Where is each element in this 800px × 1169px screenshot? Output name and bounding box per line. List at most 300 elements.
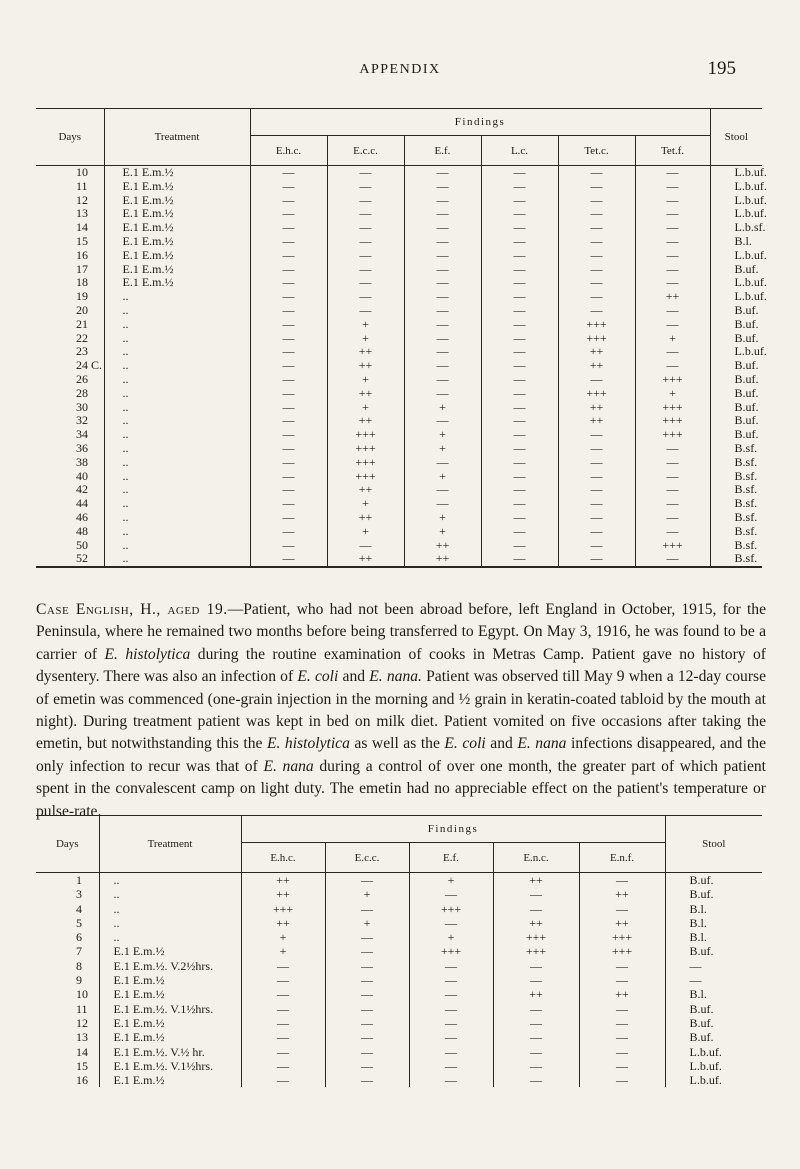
- day-cell: 15: [76, 233, 88, 248]
- day-cell: 9: [76, 973, 82, 988]
- finding-cell: +: [327, 318, 404, 332]
- page-header: [0, 58, 800, 88]
- finding-cell: —: [481, 249, 558, 263]
- finding-cell: —: [409, 1045, 493, 1059]
- treatment-cell: E.1 E.m.½: [99, 1016, 241, 1030]
- finding-cell: —: [635, 552, 710, 567]
- finding-cell: —: [325, 1073, 409, 1087]
- day-cell: 11: [76, 178, 88, 193]
- finding-cell: —: [327, 276, 404, 290]
- finding-cell: +++: [635, 428, 710, 442]
- day-cell: 14: [76, 1044, 88, 1059]
- finding-cell: —: [325, 1002, 409, 1016]
- stool-cell: B.uf.: [665, 873, 762, 888]
- stool-cell: B.uf.: [665, 1002, 762, 1016]
- finding-cell: —: [404, 318, 481, 332]
- treatment-cell: ..: [104, 470, 250, 484]
- finding-cell: —: [250, 525, 327, 539]
- finding-cell: ++: [327, 387, 404, 401]
- finding-cell: —: [481, 359, 558, 373]
- finding-cell: —: [250, 456, 327, 470]
- finding-cell: ++: [241, 916, 325, 930]
- sub-header: E.c.c.: [325, 843, 409, 873]
- day-cell: 10: [76, 165, 88, 179]
- finding-cell: —: [579, 1002, 665, 1016]
- finding-cell: —: [558, 221, 635, 235]
- finding-cell: —: [404, 263, 481, 277]
- sub-header: E.n.c.: [493, 843, 579, 873]
- findings-table-1: [36, 108, 767, 568]
- treatment-cell: E.1 E.m.½: [104, 221, 250, 235]
- case-heading: Case English, H., aged 19.: [36, 601, 228, 618]
- finding-cell: —: [558, 194, 635, 208]
- treatment-cell: ..: [104, 483, 250, 497]
- finding-cell: +++: [241, 902, 325, 916]
- stool-cell: B.uf.: [710, 428, 762, 442]
- finding-cell: —: [241, 1073, 325, 1087]
- finding-cell: —: [481, 483, 558, 497]
- table-row: [36, 180, 762, 194]
- finding-cell: +: [327, 401, 404, 415]
- finding-cell: —: [635, 345, 710, 359]
- finding-cell: —: [250, 290, 327, 304]
- finding-cell: ++: [558, 401, 635, 415]
- day-cell: 32: [76, 413, 88, 428]
- day-cell: 16: [76, 1073, 88, 1088]
- stool-cell: L.b.uf.: [710, 207, 762, 221]
- finding-cell: ++: [327, 359, 404, 373]
- finding-cell: —: [241, 1016, 325, 1030]
- finding-cell: —: [327, 207, 404, 221]
- finding-cell: —: [250, 180, 327, 194]
- table-row: [36, 930, 762, 944]
- day-cell: 13: [76, 206, 88, 221]
- finding-cell: ++: [558, 345, 635, 359]
- stool-cell: B.l.: [665, 930, 762, 944]
- finding-cell: —: [558, 304, 635, 318]
- table-row: [36, 944, 762, 958]
- finding-cell: —: [404, 207, 481, 221]
- table-row: [36, 456, 762, 470]
- finding-cell: —: [579, 959, 665, 973]
- day-cell: 24 C.: [76, 358, 103, 373]
- table-row: [36, 235, 762, 249]
- day-cell: 11: [76, 1001, 88, 1016]
- finding-cell: +: [327, 497, 404, 511]
- finding-cell: —: [558, 263, 635, 277]
- treatment-cell: E.1 E.m.½. V.1½hrs.: [99, 1059, 241, 1073]
- finding-cell: +++: [558, 318, 635, 332]
- finding-cell: +: [241, 944, 325, 958]
- finding-cell: —: [241, 987, 325, 1001]
- finding-cell: ++: [404, 552, 481, 567]
- finding-cell: —: [493, 887, 579, 901]
- finding-cell: —: [558, 539, 635, 553]
- finding-cell: ++: [327, 552, 404, 567]
- treatment-cell: ..: [104, 290, 250, 304]
- table-row: [36, 902, 762, 916]
- table-row: [36, 318, 762, 332]
- stool-cell: B.sf.: [710, 539, 762, 553]
- finding-cell: +++: [409, 902, 493, 916]
- finding-cell: +++: [635, 414, 710, 428]
- treatment-cell: E.1 E.m.½. V.2½hrs.: [99, 959, 241, 973]
- finding-cell: +: [404, 525, 481, 539]
- page-number: 195: [707, 58, 736, 79]
- finding-cell: —: [558, 249, 635, 263]
- treatment-cell: E.1 E.m.½: [104, 180, 250, 194]
- finding-cell: —: [404, 332, 481, 346]
- day-cell: 6: [76, 930, 82, 945]
- treatment-cell: ..: [104, 456, 250, 470]
- treatment-cell: ..: [99, 930, 241, 944]
- finding-cell: —: [558, 428, 635, 442]
- stool-cell: B.sf.: [710, 525, 762, 539]
- finding-cell: —: [325, 902, 409, 916]
- finding-cell: —: [250, 263, 327, 277]
- table-row: [36, 401, 762, 415]
- finding-cell: —: [250, 497, 327, 511]
- finding-cell: —: [481, 207, 558, 221]
- finding-cell: —: [409, 1059, 493, 1073]
- stool-cell: —: [665, 973, 762, 987]
- finding-cell: —: [250, 221, 327, 235]
- table-row: [36, 511, 762, 525]
- finding-cell: —: [250, 359, 327, 373]
- table-row: [36, 1030, 762, 1044]
- table-row: [36, 373, 762, 387]
- finding-cell: ++: [241, 873, 325, 888]
- day-cell: 34: [76, 427, 88, 442]
- finding-cell: —: [493, 902, 579, 916]
- sub-header: E.h.c.: [241, 843, 325, 873]
- finding-cell: —: [558, 470, 635, 484]
- stool-cell: L.b.uf.: [710, 290, 762, 304]
- finding-cell: —: [404, 414, 481, 428]
- finding-cell: ++: [493, 916, 579, 930]
- day-cell: 30: [76, 399, 88, 414]
- treatment-cell: ..: [104, 401, 250, 415]
- table-row: [36, 263, 762, 277]
- day-cell: 4: [76, 901, 82, 916]
- day-cell: 28: [76, 385, 88, 400]
- finding-cell: +: [404, 401, 481, 415]
- treatment-cell: E.1 E.m.½: [104, 276, 250, 290]
- finding-cell: —: [481, 387, 558, 401]
- finding-cell: —: [635, 276, 710, 290]
- finding-cell: —: [635, 194, 710, 208]
- treatment-cell: E.1 E.m.½: [99, 1073, 241, 1087]
- day-cell: 5: [76, 915, 82, 930]
- finding-cell: —: [481, 263, 558, 277]
- finding-cell: —: [409, 887, 493, 901]
- table-row: [36, 916, 762, 930]
- finding-cell: —: [327, 263, 404, 277]
- finding-cell: —: [325, 1016, 409, 1030]
- finding-cell: —: [558, 483, 635, 497]
- table-row: [36, 221, 762, 235]
- day-cell: 20: [76, 302, 88, 317]
- table-row: [36, 345, 762, 359]
- treatment-cell: ..: [104, 497, 250, 511]
- finding-cell: —: [493, 1030, 579, 1044]
- table-row: [36, 887, 762, 901]
- stool-cell: B.l.: [665, 987, 762, 1001]
- finding-cell: —: [635, 483, 710, 497]
- finding-cell: —: [404, 166, 481, 180]
- finding-cell: —: [481, 221, 558, 235]
- treatment-cell: ..: [99, 902, 241, 916]
- finding-cell: —: [404, 359, 481, 373]
- finding-cell: —: [409, 959, 493, 973]
- finding-cell: —: [635, 207, 710, 221]
- finding-cell: +: [241, 930, 325, 944]
- stool-cell: B.uf.: [710, 359, 762, 373]
- finding-cell: —: [635, 359, 710, 373]
- day-cell: 52: [76, 551, 88, 566]
- finding-cell: —: [250, 428, 327, 442]
- stool-cell: B.sf.: [710, 497, 762, 511]
- treatment-header: Treatment: [104, 109, 250, 166]
- finding-cell: —: [250, 442, 327, 456]
- finding-cell: +: [635, 332, 710, 346]
- finding-cell: ++: [493, 873, 579, 888]
- stool-cell: B.l.: [665, 902, 762, 916]
- finding-cell: —: [250, 276, 327, 290]
- finding-cell: +++: [493, 930, 579, 944]
- table-row: [36, 539, 762, 553]
- finding-cell: —: [481, 332, 558, 346]
- table-row: [36, 249, 762, 263]
- finding-cell: —: [481, 497, 558, 511]
- finding-cell: ++: [327, 414, 404, 428]
- finding-cell: —: [250, 373, 327, 387]
- treatment-cell: ..: [104, 359, 250, 373]
- finding-cell: —: [404, 497, 481, 511]
- finding-cell: —: [327, 249, 404, 263]
- finding-cell: —: [404, 387, 481, 401]
- finding-cell: —: [481, 428, 558, 442]
- finding-cell: —: [579, 1073, 665, 1087]
- finding-cell: +: [325, 887, 409, 901]
- treatment-cell: ..: [104, 552, 250, 567]
- finding-cell: +++: [327, 442, 404, 456]
- finding-cell: —: [635, 166, 710, 180]
- table-row: [36, 470, 762, 484]
- finding-cell: +++: [579, 944, 665, 958]
- finding-cell: —: [325, 1030, 409, 1044]
- finding-cell: —: [404, 276, 481, 290]
- treatment-cell: ..: [104, 345, 250, 359]
- finding-cell: —: [404, 345, 481, 359]
- treatment-cell: ..: [104, 525, 250, 539]
- stool-cell: L.b.uf.: [710, 194, 762, 208]
- finding-cell: —: [558, 180, 635, 194]
- finding-cell: —: [250, 235, 327, 249]
- finding-cell: —: [404, 456, 481, 470]
- stool-header: Stool: [665, 816, 762, 873]
- stool-cell: B.sf.: [710, 470, 762, 484]
- finding-cell: —: [404, 290, 481, 304]
- finding-cell: —: [481, 539, 558, 553]
- finding-cell: —: [250, 470, 327, 484]
- finding-cell: —: [481, 414, 558, 428]
- finding-cell: —: [558, 497, 635, 511]
- table-row: [36, 987, 762, 1001]
- finding-cell: ++: [327, 483, 404, 497]
- finding-cell: —: [250, 332, 327, 346]
- finding-cell: —: [481, 552, 558, 567]
- finding-cell: —: [241, 1030, 325, 1044]
- finding-cell: +++: [579, 930, 665, 944]
- finding-cell: ++: [579, 887, 665, 901]
- table-row: [36, 442, 762, 456]
- day-cell: 44: [76, 496, 88, 511]
- finding-cell: —: [558, 276, 635, 290]
- finding-cell: ++: [404, 539, 481, 553]
- finding-cell: —: [404, 235, 481, 249]
- day-cell: 22: [76, 330, 88, 345]
- day-cell: 8: [76, 958, 82, 973]
- finding-cell: —: [327, 304, 404, 318]
- sub-header: Tet.c.: [558, 136, 635, 166]
- findings-header: Findings: [241, 816, 665, 843]
- finding-cell: —: [325, 1059, 409, 1073]
- day-cell: 13: [76, 1030, 88, 1045]
- finding-cell: ++: [558, 414, 635, 428]
- table-row: [36, 359, 762, 373]
- finding-cell: —: [325, 959, 409, 973]
- stool-cell: B.uf.: [710, 401, 762, 415]
- treatment-cell: E.1 E.m.½. V.1½hrs.: [99, 1002, 241, 1016]
- finding-cell: —: [481, 166, 558, 180]
- finding-cell: —: [481, 345, 558, 359]
- stool-cell: L.b.uf.: [710, 249, 762, 263]
- finding-cell: —: [579, 902, 665, 916]
- stool-cell: B.uf.: [665, 1016, 762, 1030]
- table-row: [36, 207, 762, 221]
- treatment-cell: ..: [99, 916, 241, 930]
- finding-cell: +++: [327, 428, 404, 442]
- finding-cell: —: [493, 973, 579, 987]
- finding-cell: —: [241, 1045, 325, 1059]
- stool-cell: —: [665, 959, 762, 973]
- finding-cell: —: [327, 194, 404, 208]
- findings-header: Findings: [250, 109, 710, 136]
- table-row: [36, 1002, 762, 1016]
- finding-cell: +: [404, 428, 481, 442]
- day-cell: 3: [76, 887, 82, 902]
- finding-cell: —: [481, 525, 558, 539]
- finding-cell: +: [635, 387, 710, 401]
- table-row: [36, 1059, 762, 1073]
- treatment-cell: ..: [104, 428, 250, 442]
- finding-cell: ++: [579, 987, 665, 1001]
- finding-cell: —: [481, 442, 558, 456]
- treatment-cell: ..: [104, 318, 250, 332]
- finding-cell: —: [558, 456, 635, 470]
- finding-cell: +++: [635, 539, 710, 553]
- table-row: [36, 1016, 762, 1030]
- table-row: [36, 483, 762, 497]
- day-cell: 16: [76, 247, 88, 262]
- finding-cell: —: [579, 973, 665, 987]
- finding-cell: +: [409, 873, 493, 888]
- finding-cell: —: [493, 1045, 579, 1059]
- treatment-cell: ..: [104, 414, 250, 428]
- finding-cell: +++: [409, 944, 493, 958]
- day-cell: 46: [76, 509, 88, 524]
- stool-cell: B.uf.: [710, 373, 762, 387]
- stool-cell: B.sf.: [710, 552, 762, 567]
- finding-cell: +: [325, 916, 409, 930]
- treatment-cell: E.1 E.m.½: [104, 207, 250, 221]
- stool-cell: B.uf.: [665, 887, 762, 901]
- finding-cell: +: [404, 470, 481, 484]
- finding-cell: —: [481, 373, 558, 387]
- finding-cell: +++: [493, 944, 579, 958]
- day-cell: 19: [76, 289, 88, 304]
- finding-cell: +++: [635, 373, 710, 387]
- finding-cell: ++: [558, 359, 635, 373]
- day-cell: 38: [76, 454, 88, 469]
- finding-cell: —: [635, 221, 710, 235]
- finding-cell: ++: [579, 916, 665, 930]
- day-cell: 1: [76, 873, 82, 887]
- finding-cell: —: [635, 249, 710, 263]
- finding-cell: —: [241, 1002, 325, 1016]
- table-row: [36, 552, 762, 567]
- finding-cell: —: [250, 318, 327, 332]
- stool-cell: B.uf.: [665, 944, 762, 958]
- sub-header: E.h.c.: [250, 136, 327, 166]
- finding-cell: —: [558, 525, 635, 539]
- finding-cell: ++: [327, 511, 404, 525]
- day-cell: 12: [76, 192, 88, 207]
- treatment-cell: ..: [104, 511, 250, 525]
- stool-header: Stool: [710, 109, 762, 166]
- finding-cell: —: [404, 180, 481, 194]
- finding-cell: —: [558, 552, 635, 567]
- stool-cell: B.sf.: [710, 456, 762, 470]
- stool-cell: B.sf.: [710, 483, 762, 497]
- table-row: [36, 276, 762, 290]
- finding-cell: —: [327, 166, 404, 180]
- finding-cell: —: [241, 973, 325, 987]
- finding-cell: —: [250, 483, 327, 497]
- finding-cell: —: [409, 1016, 493, 1030]
- finding-cell: —: [481, 235, 558, 249]
- treatment-cell: ..: [104, 387, 250, 401]
- finding-cell: —: [558, 511, 635, 525]
- finding-cell: +++: [558, 387, 635, 401]
- finding-cell: —: [579, 873, 665, 888]
- day-cell: 50: [76, 537, 88, 552]
- finding-cell: —: [250, 511, 327, 525]
- days-header: Days: [36, 816, 99, 873]
- finding-cell: —: [493, 959, 579, 973]
- finding-cell: —: [404, 483, 481, 497]
- day-cell: 10: [76, 987, 88, 1002]
- day-cell: 15: [76, 1058, 88, 1073]
- finding-cell: —: [481, 304, 558, 318]
- sub-header: E.f.: [404, 136, 481, 166]
- finding-cell: —: [635, 470, 710, 484]
- finding-cell: +: [327, 332, 404, 346]
- finding-cell: —: [481, 470, 558, 484]
- day-cell: 26: [76, 371, 88, 386]
- sub-header: L.c.: [481, 136, 558, 166]
